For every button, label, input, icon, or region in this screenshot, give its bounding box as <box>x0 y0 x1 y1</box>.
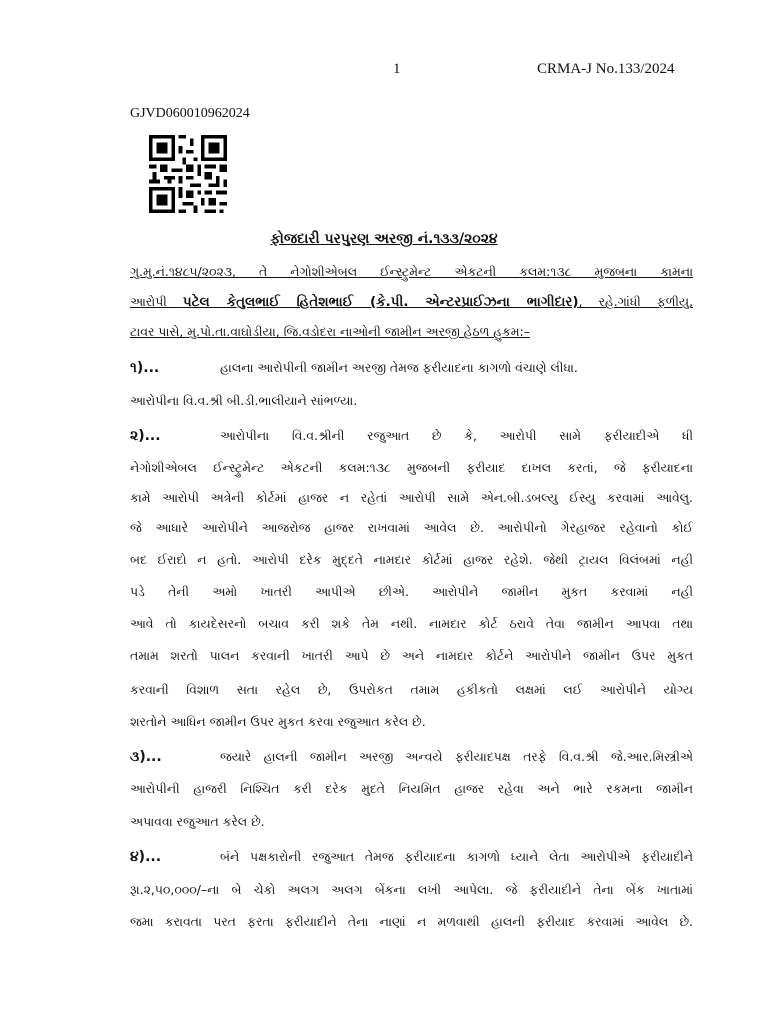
paragraph-text: આરોપીના વિ.વ.શ્રીની રજુઆત છે કે, આરોપી સામે ફરીયાદીએ ધી <box>220 428 693 443</box>
paragraph-line: શરતોને આધિન જામીન ઉપર મુકત કરવા રજુઆત કરેલ છે. <box>130 714 426 729</box>
paragraph-line: તમામ શરતો પાલન કરવાની ખાતરી આપે છે અને નામદાર કોર્ટને આરોપીને જામીન ઉપર મુકત <box>130 648 693 663</box>
intro-line-3: ટાવર પાસે, મુ.પો.તા.વાઘોડીયા, જિ.વડોદરા નાઓની જામીન અરજી હેઠળ હુકમ:– <box>130 324 530 339</box>
intro-line <box>130 292 693 312</box>
paragraph-line: આરોપીની હાજરી નિશ્ચિત કરી દરેક મુદતે નિયમિત હાજર રહેવા અને ભારે રકમના જામીન <box>130 781 693 796</box>
paragraph-number: ૧)... <box>130 360 160 376</box>
intro-line-1: ગુ.મુ.નં.૧૪૮૫/૨૦૨૩, તે નેગોશીએબલ ઈન્સ્ટ્રુમેન્ટ એકટની કલમ:૧૩૮ મુજબના કામના <box>130 264 693 279</box>
paragraph-line: આરોપીના વિ.વ.શ્રી બી.ડી.ભાલીયાને સાંભળ્યા. <box>130 393 358 408</box>
paragraph-line: જે આધારે આરોપીને આજરોજ હાજર રાખવામાં આવેલ છે. આરોપીનો ગેરહાજર રહેવાનો કોઈ <box>130 520 693 535</box>
case-reference: CRMA-J No.133/2024 <box>537 61 675 77</box>
paragraph-line: કરવાની વિશાળ સતા રહેલ છે, ઉપરોકત તમામ હકીકતો લક્ષમાં લઈ આરોપીને યોગ્ય <box>130 682 693 697</box>
paragraph-line <box>130 358 693 378</box>
intro-address: , રહે.ગાંધી ફળીયુ, <box>578 294 693 309</box>
paragraph-line: જમા કરાવતા પરત ફરતા ફરીયાદીને તેના નાણાં ન મળવાથી હાલની ફરીયાદ કરવામાં આવેલ છે. <box>130 914 693 929</box>
paragraph-line: કામે આરોપી અત્રેની કોર્ટમાં હાજર ન રહેતાં આરોપી સામે એન.બી.ડબલ્યુ ઈસ્યુ કરવામાં આવેલુ. <box>130 490 693 505</box>
cnr-number: GJVD060010962024 <box>130 106 250 121</box>
qr-code <box>146 135 230 213</box>
paragraph-number: ૩)... <box>130 749 162 765</box>
paragraph-text: બંને પક્ષકારોની રજુઆત તેમજ ફરીયાદના કાગળો ધ્યાને લેતા આરોપીએ ફરીયાદીને <box>220 849 693 864</box>
paragraph-line: આવે તો કાયદેસરનો બચાવ કરી શકે તેમ નથી. નામદાર કોર્ટ ઠરાવે તેવા જામીન આપવા તથા <box>130 616 693 631</box>
document-title: ફોજદારી પરપુરણ અરજી નં.૧૩૩/૨૦૨૪ <box>270 231 498 247</box>
intro-line <box>130 262 693 282</box>
paragraph-line: પડે તેની અમો ખાતરી આપીએ છીએ. આરોપીને જામીન મુકત કરવામાં નહી <box>130 584 693 599</box>
paragraph-line <box>130 426 693 446</box>
paragraph-line <box>130 847 693 867</box>
page-number: 1 <box>393 61 401 77</box>
paragraph-line: રૂા.૨,૫૦,૦૦૦/–ના બે ચેકો અલગ અલગ બેંકના લખી આપેલા. જે ફરીયાદીને તેના બેંક ખાતામાં <box>130 882 693 897</box>
paragraph-number: ૨)... <box>130 428 161 444</box>
paragraph-line: અપાવવા રજુઆત કરેલ છે. <box>130 814 265 829</box>
intro-line <box>130 322 693 342</box>
intro-accused-label: આરોપી <box>130 294 183 309</box>
paragraph-number: ૪)... <box>130 849 162 865</box>
paragraph-text: જયારે હાલની જામીન અરજી અન્વયે ફરીયાદપક્ષ તરફે વિ.વ.શ્રી જે.આર.મિસ્ત્રીએ <box>220 749 693 764</box>
paragraph-line <box>130 747 693 767</box>
paragraph-line: બદ ઈરાદો ન હતો. આરોપી દરેક મુદ્દતે નામદાર કોર્ટમાં હાજર રહેશે. જેથી ટ્રાયલ વિલંબમાં નહી <box>130 552 693 567</box>
paragraph-line: નેગોશીએબલ ઈન્સ્ટ્રુમેન્ટ એકટની કલમ:૧૩૮ મુજબની ફરીયાદ દાખલ કરતાં, જે ફરીયાદના <box>130 460 693 475</box>
paragraph-text: હાલના આરોપીની જામીન અરજી તેમજ ફરીયાદના કાગળો વંચાણે લીધા. <box>220 360 578 375</box>
accused-name: પટેલ કેતુલભાઈ હિતેશભાઈ (કે.પી. એન્ટરપ્રાઈઝના ભાગીદાર) <box>182 294 579 310</box>
